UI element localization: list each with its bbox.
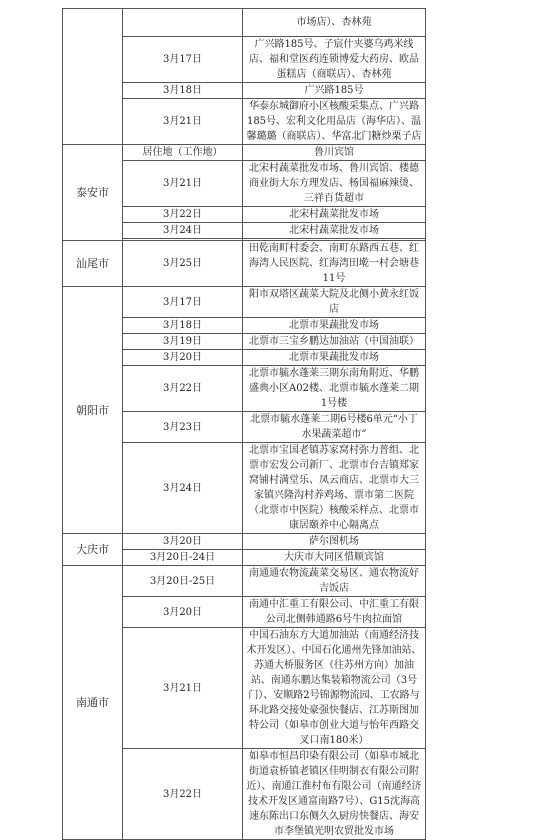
place-cell: 大庆市大同区惜顺宾馆 [243, 550, 426, 566]
place-cell: 北票市果蔬批发市场 [243, 350, 426, 366]
place-cell: 中国石油东方大道加油站（南通经济技术开发区）、中国石化通州先锋加油站、苏通大桥服务区（往苏州方向）加油站、南通东鹏达集装箱物流公司（3号门）、安顺路2号锦源物流园、工农路与环北路交接处豪强快餐店、江苏斯图加特公司（如皋市创业大道与怡年西路交叉口南180米） [243, 628, 426, 749]
place-cell: 如皋市恒昌印染有限公司（如皋市城北街道袁桥镇老镇区佳明制衣有限公司附近）、南通江淮村布有限公司（南通经济技术开发区通富南路7号）、G15沈海高速东陈出口东侧久久厨房快餐店、海安市李堡镇光明农贸批发市场 [243, 749, 426, 840]
date-cell: 3月18日 [123, 318, 243, 334]
date-cell: 3月22日 [123, 207, 243, 223]
place-cell: 北宋村蔬菜批发市场 [243, 207, 426, 223]
place-cell: 市场店）、杏林苑 [243, 9, 426, 37]
city-cell: 汕尾市 [63, 241, 123, 287]
table-row [63, 9, 426, 37]
city-cell: 泰安市 [63, 145, 123, 241]
date-cell: 3月21日 [123, 99, 243, 145]
date-cell: 3月21日 [123, 628, 243, 749]
date-cell: 3月20日 [123, 350, 243, 366]
city-cell: 大庆市 [63, 534, 123, 566]
date-cell: 3月20日-24日 [123, 550, 243, 566]
table-row [63, 566, 426, 597]
place-cell: 阳市双塔区蔬菜大院及北侧小黄永红饭店 [243, 287, 426, 318]
place-cell: 北票市宝国老镇苏家窝村弥力普组、北票市宏发公司新厂、北票市台吉镇郑家窝铺村满堂乐、凤云商店、北票市大三家镇兴隆沟村养鸡场、票市第二医院（北票市中医院）核酸采样点、北票市康居颐养中心隔离点 [243, 443, 426, 534]
location-table [62, 8, 426, 840]
place-cell: 北票市毓水蓬莱二期6号楼6单元“小丁水果蔬菜超市” [243, 412, 426, 443]
place-cell: 北票市果蔬批发市场 [243, 318, 426, 334]
date-cell: 3月21日 [123, 161, 243, 207]
date-cell: 3月19日 [123, 334, 243, 350]
date-cell: 3月17日 [123, 287, 243, 318]
place-cell: 南通中汇重工有限公司、中汇重工有限公司北侧韩通路6号牛肉拉面馆 [243, 597, 426, 628]
table-row [63, 241, 426, 287]
date-cell: 3月22日 [123, 749, 243, 840]
date-cell: 3月17日 [123, 37, 243, 83]
date-cell: 3月20日-25日 [123, 566, 243, 597]
date-cell: 3月25日 [123, 241, 243, 287]
date-cell: 3月20日 [123, 534, 243, 550]
place-cell: 萨尔图机场 [243, 534, 426, 550]
table-body [63, 9, 426, 840]
table-row [63, 534, 426, 550]
place-cell: 北宋村蔬菜批发市场、鲁川宾馆、楼德商业街大东方理发店、杨国福麻辣烫、三祥百货超市 [243, 161, 426, 207]
city-cell [63, 9, 123, 145]
date-cell: 3月22日 [123, 366, 243, 412]
table-row [63, 287, 426, 318]
table-row [63, 145, 426, 161]
place-cell: 华泰东城御府小区核酸采集点、广兴路185号、宏利文化用品店（海华店）、温馨璐璐（商联店）、华富北门糖炒栗子店 [243, 99, 426, 145]
city-cell: 朝阳市 [63, 287, 123, 534]
place-cell: 鲁川宾馆 [243, 145, 426, 161]
date-cell: 3月24日 [123, 443, 243, 534]
place-cell: 北票市毓水蓬莱三期东南角附近、华鹏盛典小区A02楼、北票市毓水蓬莱二期1号楼 [243, 366, 426, 412]
place-cell: 南通通农物流蔬菜交易区、通农物流好吉饭店 [243, 566, 426, 597]
place-cell: 广兴路185号、子宸什夹婆乌鸡米线店、福和堂医药连锁博爱大药房、欧品蛋糕店（商联店）、杏林苑 [243, 37, 426, 83]
date-cell: 3月24日 [123, 223, 243, 239]
place-cell: 北票市三宝乡鹏达加油站（中国油联） [243, 334, 426, 350]
date-cell: 居住地（工作地） [123, 145, 243, 161]
city-cell: 南通市 [63, 566, 123, 840]
place-cell: 北宋村蔬菜批发市场 [243, 223, 426, 239]
date-cell: 3月20日 [123, 597, 243, 628]
date-cell: 3月18日 [123, 83, 243, 99]
date-cell [123, 9, 243, 37]
place-cell: 广兴路185号 [243, 83, 426, 99]
date-cell: 3月23日 [123, 412, 243, 443]
place-cell: 田乾南町村委会、南町东路西五巷、红海湾人民医院、红海湾田墘一村会塘巷11号 [243, 241, 426, 287]
